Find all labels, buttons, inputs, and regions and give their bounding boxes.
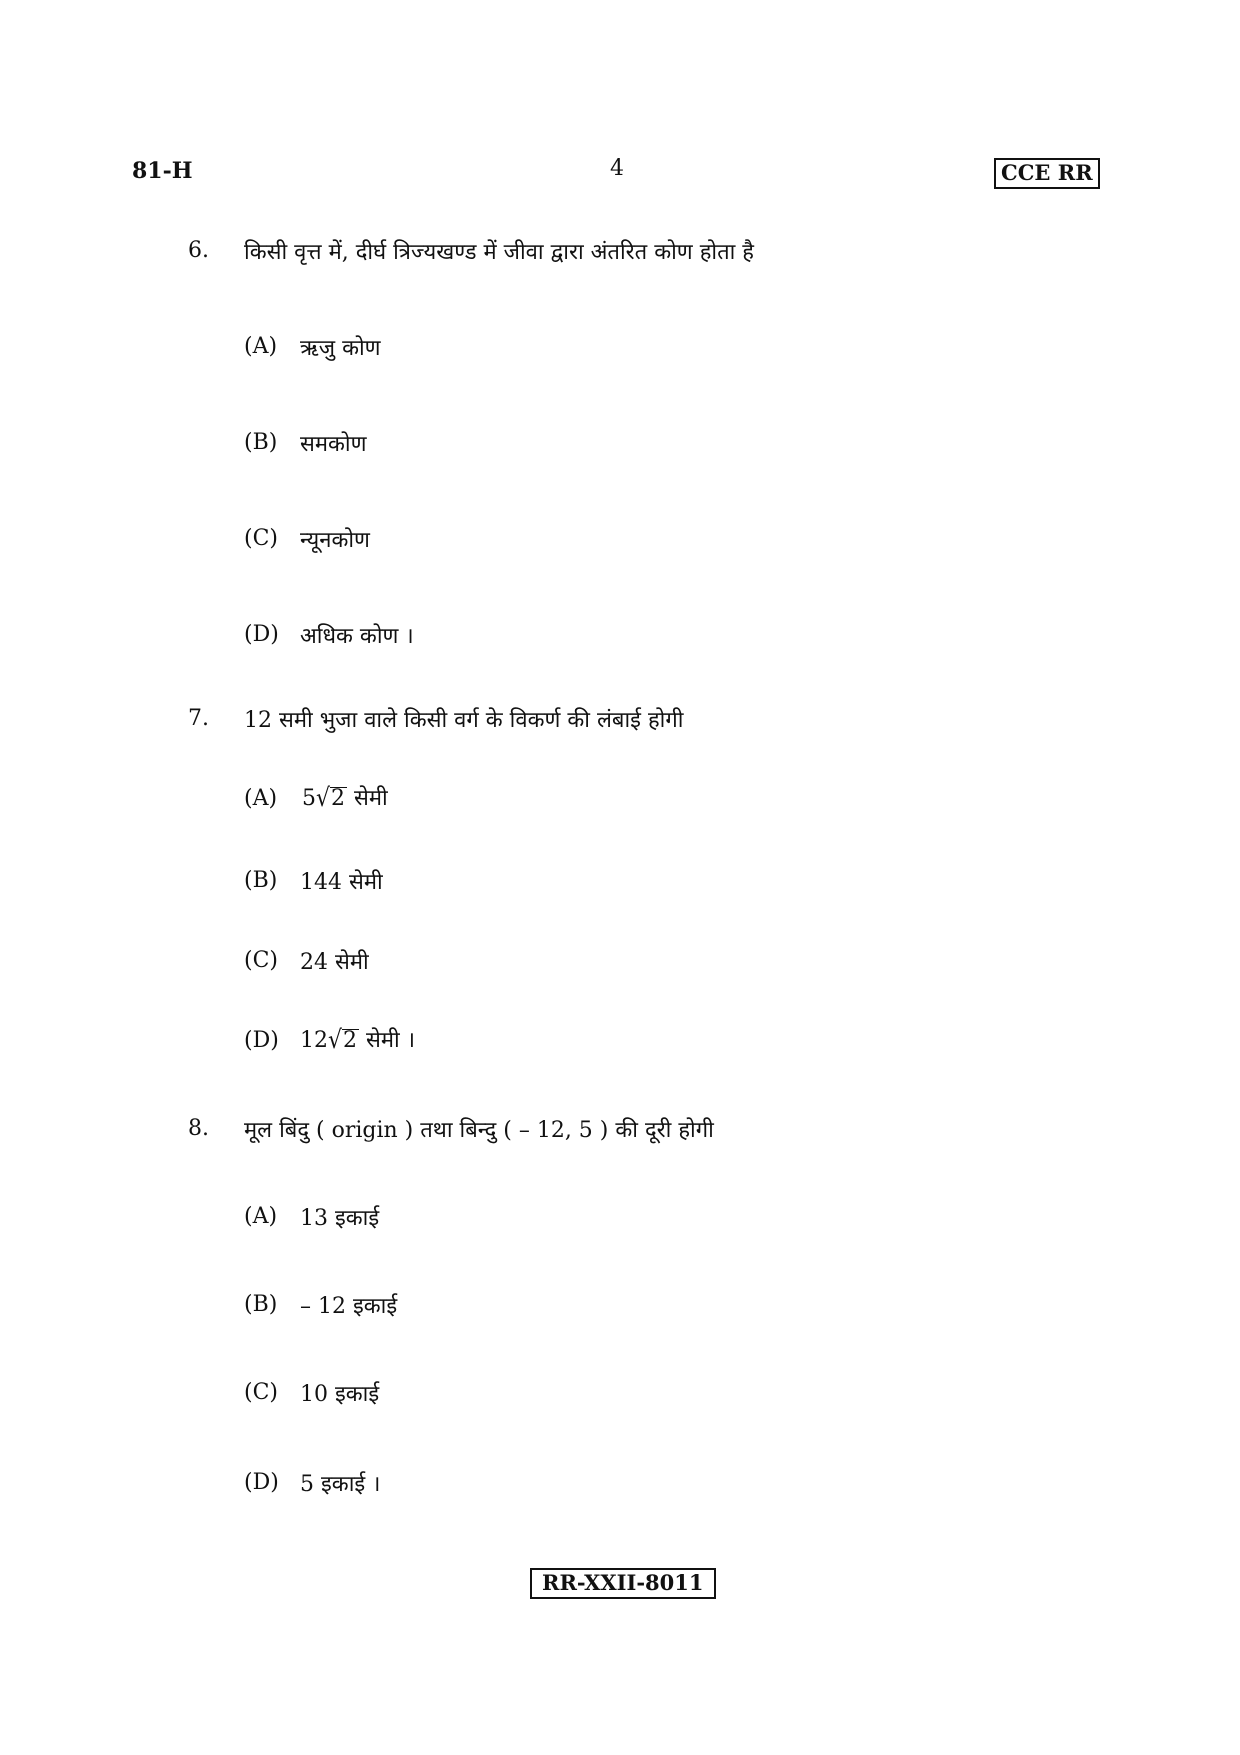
q7-option-b-text: 144 सेमी <box>300 870 383 895</box>
q7-option-a-label: (A) <box>244 786 278 811</box>
q7-option-a-coefficient: 5 <box>302 786 316 811</box>
q8-option-b-label: (B) <box>244 1292 278 1317</box>
q7-option-d-coefficient: 12 <box>300 1028 328 1053</box>
square-root-icon: √ <box>316 784 331 813</box>
q6-option-a-text: ऋजु कोण <box>300 336 381 361</box>
q8-option-b-text: – 12 इकाई <box>300 1294 398 1319</box>
page-number: 4 <box>610 156 624 181</box>
question-6-text: किसी वृत्त में, दीर्घ त्रिज्यखण्ड में जीवा द्वारा अंतरित कोण होता है <box>244 240 754 265</box>
q6-option-c-text: न्यूनकोण <box>300 528 370 553</box>
q7-option-b-label: (B) <box>244 868 278 893</box>
series-code-box: CCE RR <box>994 158 1100 189</box>
q7-option-c-text: 24 सेमी <box>300 950 369 975</box>
question-7-number: 7. <box>188 706 209 731</box>
q8-option-c-label: (C) <box>244 1380 278 1405</box>
q6-option-b-text: समकोण <box>300 432 367 457</box>
q7-option-a-unit: सेमी <box>354 786 388 811</box>
question-7-text: 12 समी भुजा वाले किसी वर्ग के विकर्ण की लंबाई होगी <box>244 708 684 733</box>
q7-option-d-radicand: 2 <box>343 1028 358 1053</box>
q7-option-a-radicand: 2 <box>331 786 346 811</box>
q6-option-d-label: (D) <box>244 622 279 647</box>
square-root-icon: √ <box>328 1026 343 1055</box>
q6-option-d-text: अधिक कोण । <box>300 624 414 649</box>
question-6-number: 6. <box>188 238 209 263</box>
q8-option-d-text: 5 इकाई । <box>300 1472 381 1497</box>
q7-option-c-label: (C) <box>244 948 278 973</box>
q6-option-b-label: (B) <box>244 430 278 455</box>
footer-paper-code-box: RR-XXII-8011 <box>530 1568 716 1599</box>
q7-option-d-unit: सेमी । <box>366 1028 416 1053</box>
q8-option-a-text: 13 इकाई <box>300 1206 380 1231</box>
q7-option-d-text <box>300 1024 415 1054</box>
paper-code: 81-H <box>132 158 193 184</box>
q8-option-c-text: 10 इकाई <box>300 1382 380 1407</box>
q6-option-c-label: (C) <box>244 526 278 551</box>
question-8-number: 8. <box>188 1116 209 1141</box>
q8-option-d-label: (D) <box>244 1470 279 1495</box>
q8-option-a-label: (A) <box>244 1204 278 1229</box>
question-8-text: मूल बिंदु ( origin ) तथा बिन्दु ( – 12, 5 ) की दूरी होगी <box>244 1118 714 1143</box>
q7-option-d-label: (D) <box>244 1028 279 1053</box>
q6-option-a-label: (A) <box>244 334 278 359</box>
q7-option-a-text <box>302 782 388 812</box>
